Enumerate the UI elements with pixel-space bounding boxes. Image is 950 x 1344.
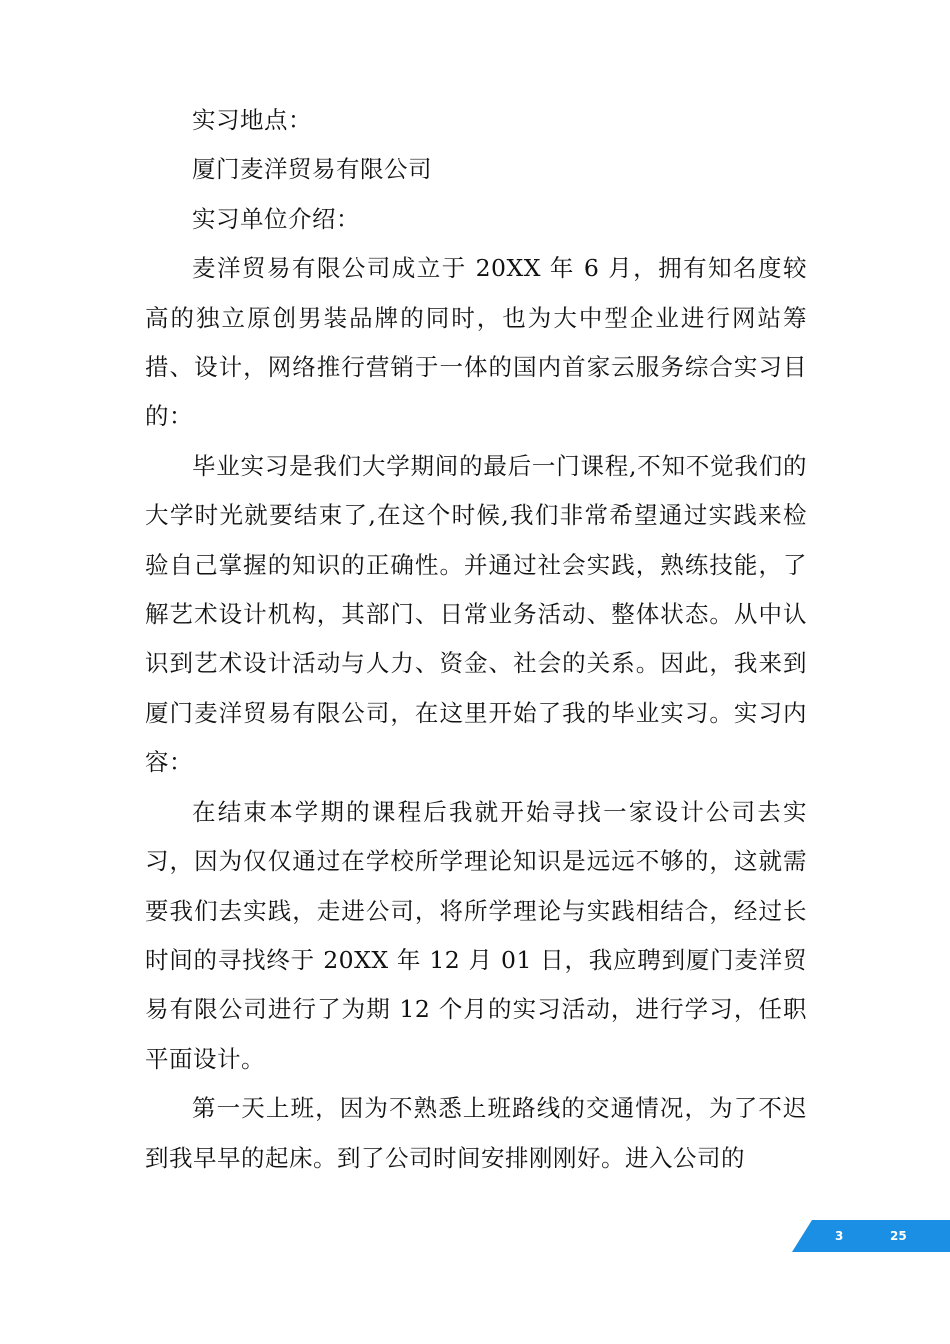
page-number: 3 xyxy=(835,1229,844,1243)
paragraph-internship-content: 在结束本学期的课程后我就开始寻找一家设计公司去实习，因为仅仅通过在学校所学理论知识是远远不够的，这就需要我们去实践，走进公司，将所学理论与实践相结合，经过长时间的寻找终于 20XX 年 12 月 01 日，我应聘到厦门麦洋贸易有限公司进行了为期 12 个月的实习活动，进行学习，任职平面设计。 xyxy=(145,797,807,1073)
page-total: 25 xyxy=(890,1229,907,1243)
paragraph-first-day: 第一天上班，因为不熟悉上班路线的交通情况，为了不迟到我早早的起床。到了公司时间安排刚刚好。进入公司的 xyxy=(145,1094,807,1172)
paragraph-internship-purpose: 毕业实习是我们大学期间的最后一门课程,不知不觉我们的大学时光就要结束了,在这个时候,我们非常希望通过实践来检验自己掌握的知识的正确性。并通过社会实践，熟练技能，了解艺术设计机构，其部门、日常业务活动、整体状态。从中认识到艺术设计活动与人力、资金、社会的关系。因此，我来到厦门麦洋贸易有限公司，在这里开始了我的毕业实习。实习内容： xyxy=(145,451,807,777)
page-footer-badge xyxy=(792,1220,950,1252)
paragraph-company-name: 厦门麦洋贸易有限公司 xyxy=(192,155,432,184)
paragraph-location-label: 实习地点： xyxy=(192,106,312,134)
document-body xyxy=(145,96,807,1183)
paragraph-unit-intro-label: 实习单位介绍： xyxy=(192,204,360,233)
footer-badge-background xyxy=(792,1220,950,1252)
paragraph-company-intro: 麦洋贸易有限公司成立于 20XX 年 6 月，拥有知名度较高的独立原创男装品牌的同时，也为大中型企业进行网站筹措、设计，网络推行营销于一体的国内首家云服务综合实习目的： xyxy=(145,254,807,431)
footer-badge-shape xyxy=(792,1220,950,1252)
